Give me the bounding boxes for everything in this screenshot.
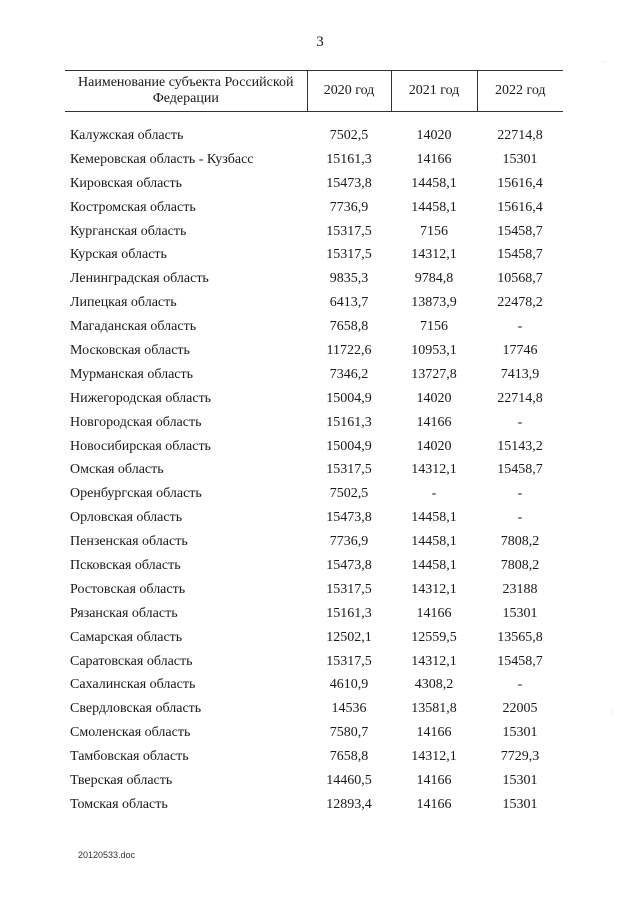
region-name-cell: Новгородская область bbox=[70, 414, 202, 430]
value-2021-cell: 14166 bbox=[416, 725, 452, 741]
table-row bbox=[65, 196, 563, 220]
table-row bbox=[65, 267, 563, 291]
value-2022-cell: 22714,8 bbox=[497, 390, 543, 406]
value-2021-cell: 14020 bbox=[416, 438, 452, 454]
value-2021-cell: 14166 bbox=[416, 151, 452, 167]
value-2021-cell: 4308,2 bbox=[414, 677, 454, 693]
value-2021-cell: 14312,1 bbox=[411, 247, 457, 263]
table-row bbox=[65, 721, 563, 745]
region-name-cell: Курская область bbox=[70, 247, 167, 263]
table-row bbox=[65, 793, 563, 817]
region-name-cell: Калужская область bbox=[70, 127, 184, 143]
table-row bbox=[65, 602, 563, 626]
value-2020-cell: 15161,3 bbox=[326, 605, 372, 621]
table-row bbox=[65, 673, 563, 697]
region-name-cell: Томская область bbox=[70, 796, 168, 812]
scan-mark: · bbox=[602, 58, 605, 67]
value-2021-cell: 14458,1 bbox=[411, 199, 457, 215]
value-2022-cell: 15301 bbox=[502, 772, 538, 788]
table-row bbox=[65, 124, 563, 148]
table-row bbox=[65, 769, 563, 793]
value-2022-cell: - bbox=[517, 414, 523, 430]
value-2022-cell: 15301 bbox=[502, 151, 538, 167]
table-row bbox=[65, 243, 563, 267]
value-2021-cell: 14458,1 bbox=[411, 534, 457, 550]
value-2020-cell: 9835,3 bbox=[329, 271, 369, 287]
value-2021-cell: 14020 bbox=[416, 390, 452, 406]
region-name-cell: Самарская область bbox=[70, 629, 183, 645]
value-2022-cell: 15143,2 bbox=[497, 438, 543, 454]
region-name-cell: Костромская область bbox=[70, 199, 196, 215]
region-name-cell: Пензенская область bbox=[70, 534, 188, 550]
value-2021-cell: 14458,1 bbox=[411, 557, 457, 573]
value-2022-cell: 15301 bbox=[502, 796, 538, 812]
table-row bbox=[65, 172, 563, 196]
value-2022-cell: 23188 bbox=[502, 581, 538, 597]
data-table-container bbox=[65, 70, 563, 817]
table-row bbox=[65, 291, 563, 315]
value-2021-cell: 14020 bbox=[416, 127, 452, 143]
value-2022-cell: 10568,7 bbox=[497, 271, 543, 287]
region-name-cell: Псковская область bbox=[70, 557, 181, 573]
value-2021-cell: 14458,1 bbox=[411, 175, 457, 191]
value-2021-cell: 14458,1 bbox=[411, 510, 457, 526]
value-2021-cell: 7156 bbox=[420, 223, 448, 239]
region-name-cell: Саратовская область bbox=[70, 653, 193, 669]
value-2021-cell: 13581,8 bbox=[411, 701, 457, 717]
region-name-cell: Свердловская область bbox=[70, 701, 202, 717]
value-2021-cell: 14312,1 bbox=[411, 653, 457, 669]
table-row bbox=[65, 578, 563, 602]
value-2021-cell: 12559,5 bbox=[411, 629, 457, 645]
value-2020-cell: 15004,9 bbox=[326, 390, 372, 406]
data-table bbox=[65, 70, 563, 817]
value-2020-cell: 7658,8 bbox=[329, 749, 369, 765]
value-2020-cell: 15317,5 bbox=[326, 581, 372, 597]
table-row bbox=[65, 530, 563, 554]
region-name-cell: Курганская область bbox=[70, 223, 187, 239]
value-2022-cell: 15301 bbox=[502, 725, 538, 741]
region-name-cell: Московская область bbox=[70, 342, 190, 358]
value-2022-cell: 22478,2 bbox=[497, 295, 543, 311]
region-name-cell: Нижегородская область bbox=[70, 390, 212, 406]
value-2022-cell: 15458,7 bbox=[497, 247, 543, 263]
value-2020-cell: 7736,9 bbox=[329, 534, 369, 550]
region-name-cell: Омская область bbox=[70, 462, 164, 478]
value-2021-cell: 14166 bbox=[416, 772, 452, 788]
value-2020-cell: 11722,6 bbox=[326, 342, 372, 358]
value-2021-cell: 9784,8 bbox=[414, 271, 454, 287]
value-2022-cell: 15616,4 bbox=[497, 175, 543, 191]
table-row bbox=[65, 506, 563, 530]
value-2020-cell: 7502,5 bbox=[329, 127, 369, 143]
value-2020-cell: 4610,9 bbox=[329, 677, 369, 693]
header-year-2022: 2022 год bbox=[477, 71, 563, 112]
value-2020-cell: 12502,1 bbox=[326, 629, 372, 645]
table-row bbox=[65, 315, 563, 339]
region-name-cell: Кировская область bbox=[70, 175, 183, 191]
value-2020-cell: 15473,8 bbox=[326, 557, 372, 573]
value-2020-cell: 7736,9 bbox=[329, 199, 369, 215]
value-2022-cell: 7729,3 bbox=[500, 749, 540, 765]
header-year-2021: 2021 год bbox=[391, 71, 477, 112]
table-row bbox=[65, 387, 563, 411]
value-2022-cell: - bbox=[517, 486, 523, 502]
value-2020-cell: 7346,2 bbox=[329, 366, 369, 382]
value-2020-cell: 15317,5 bbox=[326, 462, 372, 478]
value-2022-cell: 17746 bbox=[502, 342, 538, 358]
value-2022-cell: - bbox=[517, 677, 523, 693]
table-row bbox=[65, 363, 563, 387]
page-number: 3 bbox=[316, 34, 324, 50]
region-name-cell: Сахалинская область bbox=[70, 677, 196, 693]
value-2020-cell: 14536 bbox=[331, 701, 367, 717]
value-2021-cell: 14312,1 bbox=[411, 581, 457, 597]
value-2022-cell: - bbox=[517, 319, 523, 335]
value-2022-cell: 22714,8 bbox=[497, 127, 543, 143]
value-2020-cell: 15317,5 bbox=[326, 223, 372, 239]
value-2020-cell: 15161,3 bbox=[326, 414, 372, 430]
value-2022-cell: 15301 bbox=[502, 605, 538, 621]
value-2022-cell: 15458,7 bbox=[497, 462, 543, 478]
value-2021-cell: - bbox=[431, 486, 437, 502]
value-2020-cell: 15004,9 bbox=[326, 438, 372, 454]
value-2021-cell: 7156 bbox=[420, 319, 448, 335]
value-2021-cell: 14166 bbox=[416, 796, 452, 812]
table-row bbox=[65, 482, 563, 506]
table-row bbox=[65, 626, 563, 650]
value-2022-cell: 22005 bbox=[502, 701, 538, 717]
region-name-cell: Мурманская область bbox=[70, 366, 194, 382]
value-2020-cell: 15161,3 bbox=[326, 151, 372, 167]
value-2021-cell: 14312,1 bbox=[411, 749, 457, 765]
value-2020-cell: 15473,8 bbox=[326, 510, 372, 526]
region-name-cell: Тамбовская область bbox=[70, 749, 189, 765]
value-2022-cell: 7808,2 bbox=[500, 534, 540, 550]
value-2021-cell: 14166 bbox=[416, 605, 452, 621]
value-2020-cell: 6413,7 bbox=[329, 295, 369, 311]
value-2021-cell: 14312,1 bbox=[411, 462, 457, 478]
value-2020-cell: 15473,8 bbox=[326, 175, 372, 191]
value-2022-cell: 7413,9 bbox=[500, 366, 540, 382]
value-2022-cell: 13565,8 bbox=[497, 629, 543, 645]
table-row bbox=[65, 220, 563, 244]
region-name-cell: Орловская область bbox=[70, 510, 183, 526]
scan-mark: · bbox=[610, 708, 613, 717]
table-body bbox=[65, 112, 563, 817]
table-header bbox=[65, 71, 563, 112]
region-name-cell: Ростовская область bbox=[70, 581, 186, 597]
table-row bbox=[65, 411, 563, 435]
region-name-cell: Кемеровская область - Кузбасс bbox=[70, 151, 254, 167]
table-row bbox=[65, 697, 563, 721]
table-row bbox=[65, 554, 563, 578]
value-2021-cell: 14166 bbox=[416, 414, 452, 430]
region-name-cell: Липецкая область bbox=[70, 295, 177, 311]
value-2022-cell: 15616,4 bbox=[497, 199, 543, 215]
value-2020-cell: 7502,5 bbox=[329, 486, 369, 502]
region-name-cell: Ленинградская область bbox=[70, 271, 209, 287]
table-spacer-row bbox=[65, 112, 563, 125]
value-2022-cell: - bbox=[517, 510, 523, 526]
header-subject-name: Наименование субъекта Российской Федерации bbox=[65, 71, 307, 112]
value-2021-cell: 10953,1 bbox=[411, 342, 457, 358]
value-2021-cell: 13873,9 bbox=[411, 295, 457, 311]
region-name-cell: Оренбургская область bbox=[70, 486, 202, 502]
value-2020-cell: 14460,5 bbox=[326, 772, 372, 788]
table-row bbox=[65, 148, 563, 172]
value-2022-cell: 15458,7 bbox=[497, 653, 543, 669]
footer-filename: 20120533.doc bbox=[78, 850, 136, 860]
table-row bbox=[65, 458, 563, 482]
region-name-cell: Смоленская область bbox=[70, 725, 191, 741]
table-row bbox=[65, 650, 563, 674]
value-2022-cell: 7808,2 bbox=[500, 557, 540, 573]
region-name-cell: Новосибирская область bbox=[70, 438, 211, 454]
value-2021-cell: 13727,8 bbox=[411, 366, 457, 382]
region-name-cell: Магаданская область bbox=[70, 319, 197, 335]
table-row bbox=[65, 745, 563, 769]
value-2020-cell: 7580,7 bbox=[329, 725, 369, 741]
value-2020-cell: 15317,5 bbox=[326, 653, 372, 669]
value-2020-cell: 7658,8 bbox=[329, 319, 369, 335]
value-2022-cell: 15458,7 bbox=[497, 223, 543, 239]
region-name-cell: Тверская область bbox=[70, 772, 173, 788]
value-2020-cell: 12893,4 bbox=[326, 796, 372, 812]
header-year-2020: 2020 год bbox=[307, 71, 391, 112]
table-row bbox=[65, 339, 563, 363]
table-row bbox=[65, 435, 563, 459]
value-2020-cell: 15317,5 bbox=[326, 247, 372, 263]
region-name-cell: Рязанская область bbox=[70, 605, 178, 621]
